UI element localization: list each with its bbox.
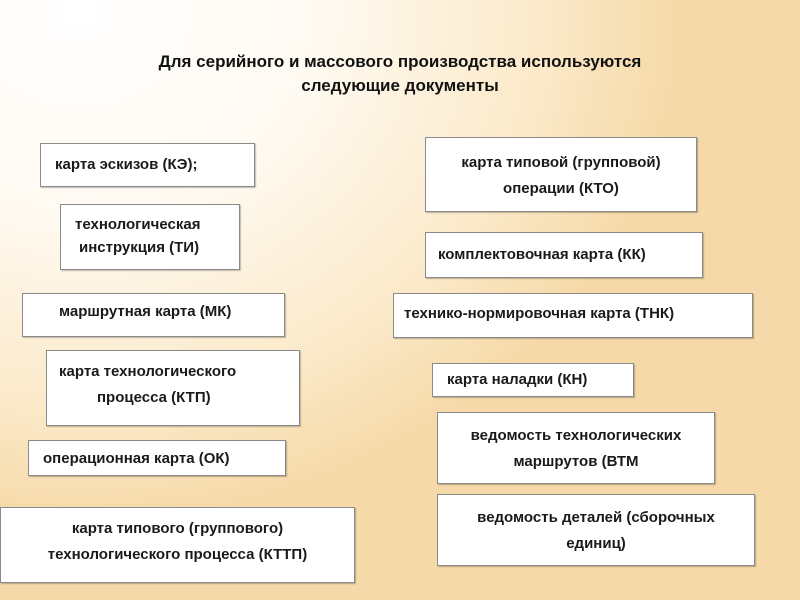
doc-label: карта технологического bbox=[59, 363, 237, 380]
doc-label: ведомость технологических bbox=[470, 427, 682, 444]
doc-box-parts-sheet bbox=[437, 494, 755, 566]
doc-label: карта наладки (КН) bbox=[447, 371, 588, 388]
doc-box-norm-card bbox=[393, 293, 753, 338]
title-line-1: Для серийного и массового производства используются bbox=[158, 52, 642, 71]
doc-label: комплектовочная карта (КК) bbox=[438, 246, 646, 263]
doc-label: технико-нормировочная карта (ТНК) bbox=[404, 305, 675, 322]
doc-box-sketch-card bbox=[40, 143, 255, 187]
doc-label: операции (КТО) bbox=[503, 180, 619, 197]
doc-box-route-sheet bbox=[437, 412, 715, 484]
title-line-2: следующие документы bbox=[301, 76, 499, 95]
doc-box-technological-instruction bbox=[60, 204, 240, 270]
doc-box-kit-card bbox=[425, 232, 703, 278]
doc-label: ведомость деталей (сборочных bbox=[477, 509, 715, 526]
doc-box-setup-card bbox=[432, 363, 634, 397]
doc-label: единиц) bbox=[566, 535, 626, 552]
doc-label: карта типовой (групповой) bbox=[461, 154, 661, 171]
doc-label: карта эскизов (КЭ); bbox=[55, 156, 198, 173]
doc-box-operation-card bbox=[28, 440, 286, 476]
doc-label: технологическая bbox=[75, 216, 201, 233]
doc-label: инструкция (ТИ) bbox=[79, 239, 200, 256]
doc-box-process-card bbox=[46, 350, 300, 426]
doc-box-typical-operation-card bbox=[425, 137, 697, 212]
doc-label: технологического процесса (КТТП) bbox=[47, 546, 308, 563]
doc-label: карта типового (группового) bbox=[71, 520, 284, 537]
doc-label: процесса (КТП) bbox=[97, 389, 211, 406]
doc-label: операционная карта (ОК) bbox=[43, 450, 230, 467]
doc-box-route-card bbox=[22, 293, 285, 337]
doc-label: маршрутов (ВТМ bbox=[513, 453, 639, 470]
page-title bbox=[40, 50, 760, 98]
doc-label: маршрутная карта (МК) bbox=[59, 303, 232, 320]
doc-box-typical-process-card bbox=[0, 507, 355, 583]
